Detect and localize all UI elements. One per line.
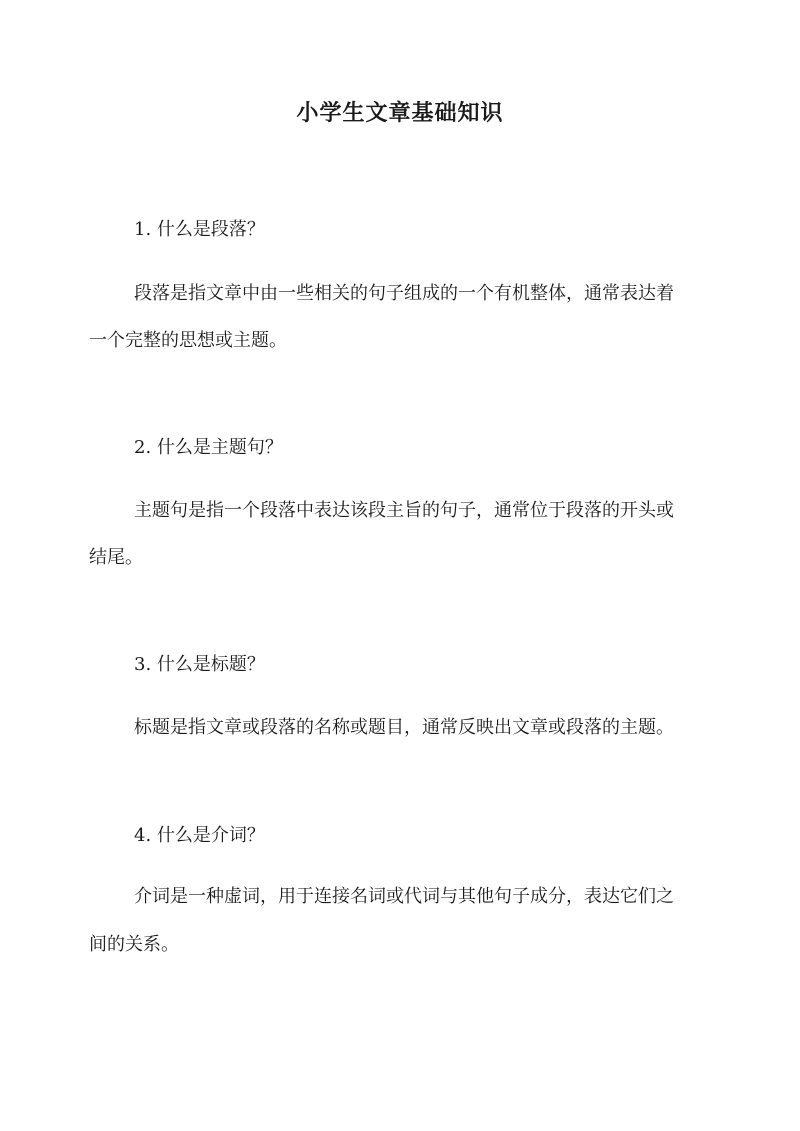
section-heading-4: 4. 什么是介词？ xyxy=(134,825,265,846)
section-4-line-2: 间的关系。 xyxy=(89,934,179,955)
document-title: 小学生文章基础知识 xyxy=(296,100,504,126)
section-2-line-1: 主题句是指一个段落中表达该段主旨的句子，通常位于段落的开头或 xyxy=(134,500,674,521)
section-heading-2: 2. 什么是主题句？ xyxy=(134,437,283,458)
section-2-line-2: 结尾。 xyxy=(89,547,143,568)
section-4-line-1: 介词是一种虚词，用于连接名词或代词与其他句子成分，表达它们之 xyxy=(134,886,674,907)
section-3-line-1: 标题是指文章或段落的名称或题目，通常反映出文章或段落的主题。 xyxy=(134,717,674,738)
section-heading-1: 1. 什么是段落？ xyxy=(134,219,265,240)
section-1-line-1: 段落是指文章中由一些相关的句子组成的一个有机整体，通常表达着 xyxy=(134,283,674,304)
section-heading-3: 3. 什么是标题？ xyxy=(134,654,265,675)
section-1-line-2: 一个完整的思想或主题。 xyxy=(89,330,287,351)
